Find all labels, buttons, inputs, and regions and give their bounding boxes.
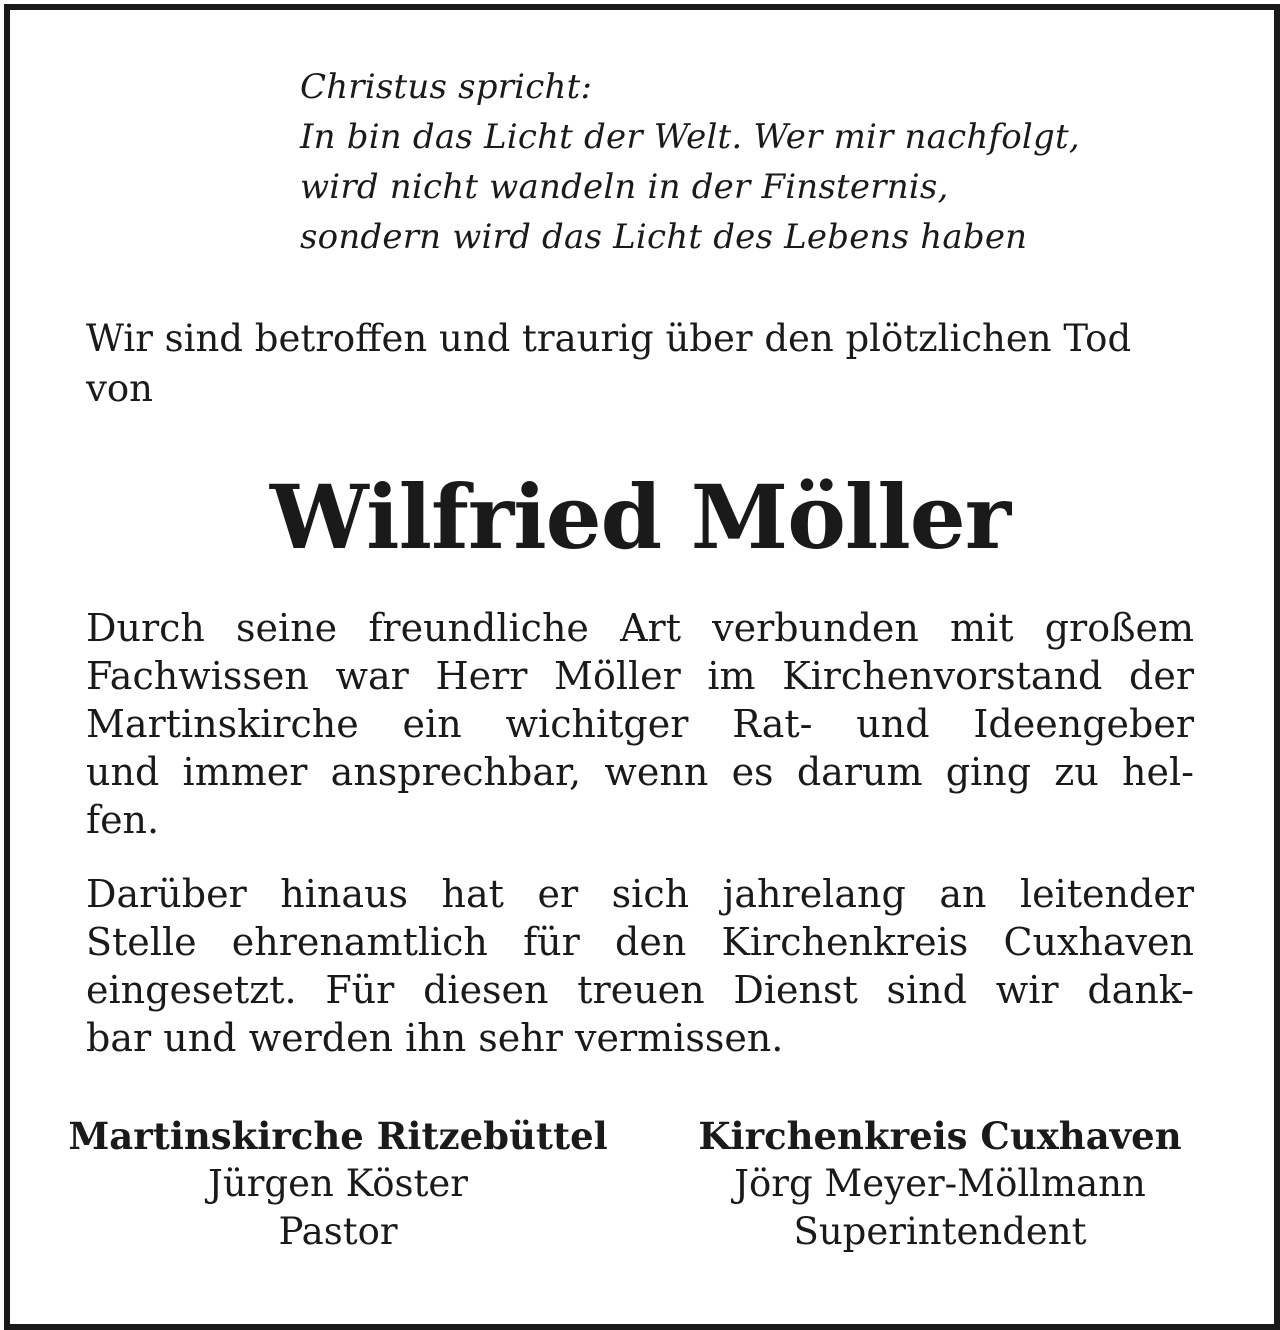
- intro-text: [86, 314, 1196, 414]
- quote-line: sondern wird das Licht des Lebens haben: [300, 217, 1028, 257]
- tribute-paragraph-2: [86, 870, 1194, 1062]
- intro-line: von: [86, 367, 154, 410]
- paragraph-line: Durch seine freundliche Art verbunden mit großem: [86, 606, 1194, 650]
- bible-quote: [300, 62, 1220, 262]
- paragraph-line: Martinskirche ein wichitger Rat- und Ideengeber: [86, 702, 1194, 746]
- paragraph-line: Fachwissen war Herr Möller im Kirchenvorstand der: [86, 654, 1194, 698]
- signature-block-kirchenkreis: [660, 1112, 1220, 1256]
- quote-line: wird nicht wandeln in der Finsternis,: [300, 167, 949, 207]
- signature-organization: Kirchenkreis Cuxhaven: [698, 1114, 1182, 1158]
- quote-line: In bin das Licht der Welt. Wer mir nachfolgt,: [300, 117, 1080, 157]
- signature-person: Jörg Meyer-Möllmann: [734, 1162, 1146, 1205]
- paragraph-line: bar und werden ihn sehr vermissen.: [86, 1016, 784, 1060]
- tribute-paragraph-1: [86, 604, 1194, 844]
- signature-block-martinskirche: [58, 1112, 618, 1256]
- paragraph-line: eingesetzt. Für diesen treuen Dienst sind wir dank-: [86, 968, 1194, 1012]
- quote-line: Christus spricht:: [300, 67, 593, 107]
- paragraph-line: Darüber hinaus hat er sich jahrelang an leitender: [86, 872, 1194, 916]
- signature-person: Jürgen Köster: [208, 1162, 468, 1205]
- intro-line: Wir sind betroffen und traurig über den plötzlichen Tod: [86, 317, 1132, 360]
- deceased-name: Wilfried Möller: [269, 465, 1011, 569]
- signature-role: Superintendent: [793, 1210, 1087, 1253]
- paragraph-line: Stelle ehrenamtlich für den Kirchenkreis Cuxhaven: [86, 920, 1194, 964]
- signature-role: Pastor: [278, 1210, 398, 1253]
- signature-organization: Martinskirche Ritzebüttel: [68, 1114, 608, 1158]
- paragraph-line: und immer ansprechbar, wenn es darum ging zu hel-: [86, 750, 1194, 794]
- paragraph-line: fen.: [86, 798, 160, 842]
